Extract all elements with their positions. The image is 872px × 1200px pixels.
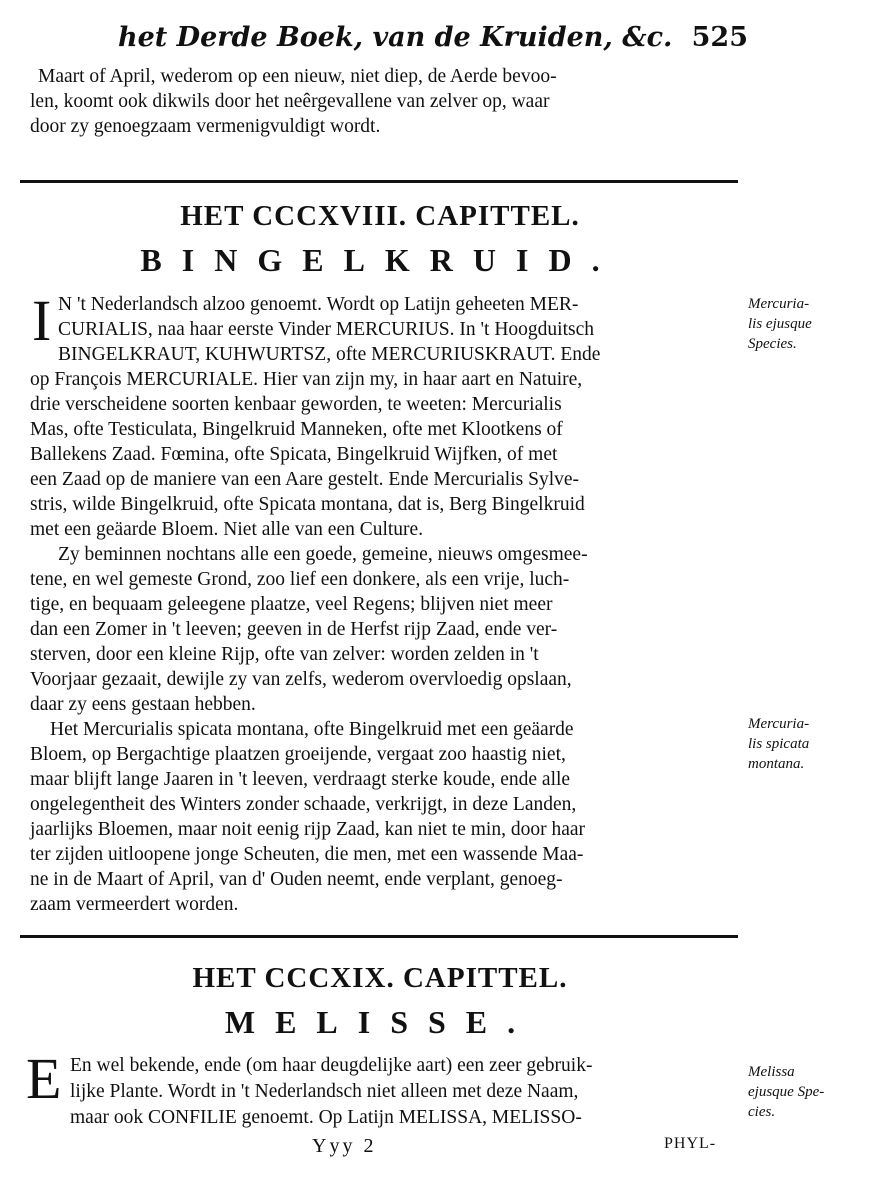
section-divider [20, 935, 738, 938]
margin-note-line: cies. [748, 1104, 776, 1120]
text-line: op François MERCURIALE. Hier van zijn my, in haar aart en Natuire, [30, 369, 583, 390]
margin-note-line: Melissa [748, 1064, 795, 1080]
margin-note-line: Mercuria- [748, 716, 810, 732]
text-line: ter zijden uitloopene jonge Scheuten, die men, met een wassende Maa- [30, 844, 584, 865]
text-line: BINGELKRAUT, KUHWURTSZ, ofte MERCURIUSKRAUT. Ende [58, 344, 601, 365]
text-line: maar blijft lange Jaaren in 't leeven, verdraagt sterke koude, ende alle [30, 769, 571, 790]
chapter-heading: HET CCCXIX. CAPITTEL. [192, 962, 568, 994]
margin-note-line: montana. [748, 756, 805, 772]
running-title: het Derde Boek, van de Kruiden, &c. [118, 22, 673, 53]
text-line: dan een Zomer in 't leeven; geeven in de Herfst rijp Zaad, ende ver- [30, 619, 558, 640]
text-line: lijke Plante. Wordt in 't Nederlandsch niet alleen met deze Naam, [70, 1081, 579, 1102]
catchword: PHYL- [664, 1135, 717, 1152]
margin-note-line: ejusque Spe- [748, 1084, 825, 1100]
chapter-heading: HET CCCXVIII. CAPITTEL. [180, 200, 580, 232]
text-line: ongelegentheit des Winters zonder schaade, verkrijgt, in deze Landen, [30, 794, 577, 815]
margin-note-line: Species. [748, 336, 797, 352]
text-line: CURIALIS, naa haar eerste Vinder MERCURIUS. In 't Hoogduitsch [58, 319, 594, 340]
text-line: een Zaad op de maniere van een Aare gestelt. Ende Mercurialis Sylve- [30, 469, 580, 490]
text-line: En wel bekende, ende (om haar deugdelijke aart) een zeer gebruik- [70, 1055, 593, 1076]
text-line: len, koomt ook dikwils door het neêrgevallene van zelver op, waar [30, 91, 550, 112]
text-line: Het Mercurialis spicata montana, ofte Bingelkruid met een geäarde [50, 719, 574, 740]
text-line: Maart of April, wederom op een nieuw, niet diep, de Aerde bevoo- [38, 66, 557, 87]
margin-note [748, 294, 866, 354]
drop-capital: I [32, 288, 52, 353]
text-line: tige, en bequaam geleegene plaatze, veel Regens; blijven niet meer [30, 594, 553, 615]
text-line: drie verscheidene soorten kenbaar geworden, te weeten: Mercurialis [30, 394, 562, 415]
text-line: door zy genoegzaam vermenigvuldigt wordt. [30, 116, 381, 137]
plant-title: MELISSE. [224, 1004, 536, 1040]
text-line: ne in de Maart of April, van d' Ouden neemt, ende verplant, genoeg- [30, 869, 563, 890]
signature-mark: Yyy 2 [312, 1135, 377, 1157]
text-line: N 't Nederlandsch alzoo genoemt. Wordt op Latijn geheeten MER- [58, 294, 579, 315]
text-line: jaarlijks Bloemen, maar noit eenig rijp Zaad, kan niet te min, door haar [30, 819, 586, 840]
plant-title: BINGELKRUID. [140, 242, 620, 278]
margin-note [748, 714, 866, 774]
text-line: met een geäarde Bloem. Niet alle van een Culture. [30, 519, 424, 540]
margin-note [748, 1062, 866, 1122]
text-line: Zy beminnen nochtans alle een goede, gemeine, nieuws omgesmee- [58, 544, 588, 565]
running-header [118, 18, 748, 58]
text-line: Ballekens Zaad. Fœmina, ofte Spicata, Bingelkruid Wijfken, of met [30, 444, 558, 465]
text-line: Mas, ofte Testiculata, Bingelkruid Manneken, ofte met Klootkens of [30, 419, 563, 440]
text-line: Voorjaar gezaait, dewijle zy van zelfs, wederom overvloedig opslaan, [30, 669, 572, 690]
text-line: tene, en wel gemeste Grond, zoo lief een donkere, als een vrije, luch- [30, 569, 570, 590]
section-divider [20, 180, 738, 183]
text-line: stris, wilde Bingelkruid, ofte Spicata montana, dat is, Berg Bingelkruid [30, 494, 585, 515]
text-line: Bloem, op Bergachtige plaatzen groeijende, vergaat zoo haastig niet, [30, 744, 566, 765]
text-line: maar ook CONFILIE genoemt. Op Latijn MELISSA, MELISSO- [70, 1107, 582, 1128]
margin-note-line: lis spicata [748, 736, 810, 752]
page-number: 525 [691, 22, 748, 53]
text-line: sterven, door een kleine Rijp, ofte van zelver: worden zelden in 't [30, 644, 539, 665]
text-line: zaam vermeerdert worden. [30, 894, 239, 915]
text-line: daar zy eens gestaan hebben. [30, 694, 256, 715]
margin-note-line: Mercuria- [748, 296, 810, 312]
drop-capital: E [26, 1046, 62, 1111]
margin-note-line: lis ejusque [748, 316, 812, 332]
